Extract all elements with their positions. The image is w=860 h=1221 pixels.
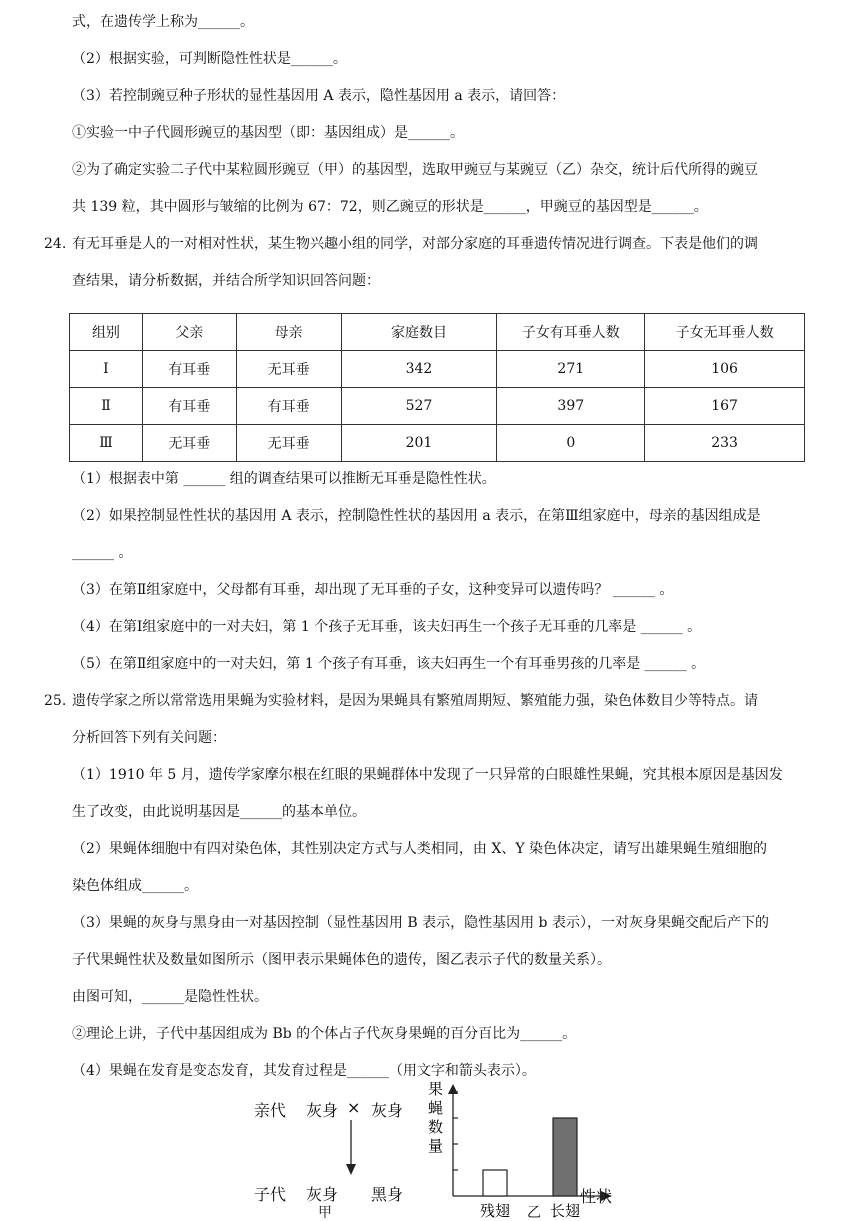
q23-sub-3-2b: 共 139 粒，其中圆形与皱缩的比例为 67：72，则乙豌豆的形状是______，甲豌豆的基因型是______。: [72, 199, 708, 215]
q25-sub-2a: （2）果蝇体细胞中有四对染色体，其性别决定方式与人类相同，由 X、Y 染色体决定，请写出雄果蝇生殖细胞的: [72, 841, 768, 857]
table-cell: Ⅱ: [70, 388, 143, 425]
figure-caption-jia: 甲: [318, 1205, 332, 1221]
parent-generation-label: 亲代: [254, 1101, 287, 1120]
table-cell: 397: [497, 388, 645, 425]
table-cell: 无耳垂: [236, 351, 341, 388]
header-group: 组别: [70, 314, 143, 351]
table-cell: 0: [497, 425, 645, 462]
category-label-1: 长翅: [549, 1202, 581, 1220]
parent-left-trait: 灰身: [306, 1101, 339, 1120]
q24-sub-2a: （2）如果控制显性性状的基因用 A 表示，控制隐性性状的基因用 a 表示，在第Ⅲ组家庭中，母亲的基因组成是: [72, 508, 761, 524]
offspring-left-trait: 灰身: [306, 1185, 339, 1204]
table-cell: Ⅰ: [70, 351, 143, 388]
table-cell: 有耳垂: [142, 388, 236, 425]
q24-sub-3: （3）在第Ⅱ组家庭中，父母都有耳垂，却出现了无耳垂的子女，这种变异可以遗传吗？ ______ 。: [72, 582, 674, 598]
q24-sub-5: （5）在第Ⅱ组家庭中的一对夫妇，第 1 个孩子有耳垂，该夫妇再生一个有耳垂男孩的几率是 ______ 。: [72, 656, 706, 672]
table-cell: 271: [497, 351, 645, 388]
q23-line-1: 式，在遗传学上称为______。: [72, 14, 254, 30]
q23-sub-2: （2）根据实验，可判断隐性性状是______。: [72, 51, 347, 67]
chart-ylabel: 果蝇数量: [428, 1080, 444, 1155]
table-cell: 无耳垂: [236, 425, 341, 462]
table-cell: 无耳垂: [142, 425, 236, 462]
offspring-generation-label: 子代: [254, 1185, 287, 1204]
header-children-with-lobes: 子女有耳垂人数: [497, 314, 645, 351]
q23-sub-3-2a: ②为了确定实验二子代中某粒圆形豌豆（甲）的基因型，选取甲豌豆与某豌豆（乙）杂交，统计后代所得的豌豆: [72, 162, 758, 178]
q23-sub-3: （3）若控制豌豆种子形状的显性基因用 A 表示，隐性基因用 a 表示，请回答：: [72, 88, 566, 104]
q25-sub-3b: 子代果蝇性状及数量如图所示（图甲表示果蝇体色的遗传，图乙表示子代的数量关系）。: [72, 952, 611, 968]
q25-sub-2b: 染色体组成______。: [72, 878, 198, 894]
table-cell: 167: [645, 388, 805, 425]
table-cell: Ⅲ: [70, 425, 143, 462]
table-cell: 233: [645, 425, 805, 462]
q24-number: 24.: [44, 236, 67, 252]
q23-sub-3-1: ①实验一中子代圆形豌豆的基因型（即：基因组成）是______。: [72, 125, 464, 141]
q25-stem-1: 遗传学家之所以常常选用果蝇为实验材料，是因为果蝇具有繁殖周期短、繁殖能力强，染色体数目少等特点。请: [72, 693, 758, 709]
q24-sub-2b: ______ 。: [72, 545, 133, 561]
chart-xlabel: 性状: [580, 1187, 613, 1206]
q24-stem-1: 有无耳垂是人的一对相对性状，某生物兴趣小组的同学，对部分家庭的耳垂遗传情况进行调查。下表是他们的调: [72, 236, 758, 252]
q25-number: 25.: [44, 693, 67, 709]
q25-stem-2: 分析回答下列有关问题：: [72, 730, 226, 746]
q25-sub-1b: 生了改变，由此说明基因是______的基本单位。: [72, 804, 366, 820]
table-header-row: [70, 314, 805, 351]
q24-sub-1: （1）根据表中第 ______ 组的调查结果可以推断无耳垂是隐性性状。: [72, 471, 496, 487]
table-row: [70, 388, 805, 425]
parent-right-trait: 灰身: [371, 1101, 404, 1120]
q24-sub-4: （4）在第Ⅰ组家庭中的一对夫妇，第 1 个孩子无耳垂，该夫妇再生一个孩子无耳垂的几率是 ______ 。: [72, 619, 702, 635]
q25-sub-3d: ②理论上讲，子代中基因组成为 Bb 的个体占子代灰身果蝇的百分百比为______。: [72, 1026, 577, 1042]
table-cell: 527: [341, 388, 497, 425]
table-cell: 201: [341, 425, 497, 462]
offspring-right-trait: 黑身: [371, 1185, 404, 1204]
q25-sub-1a: （1）1910 年 5 月，遗传学家摩尔根在红眼的果蝇群体中发现了一只异常的白眼雄性果蝇，究其根本原因是基因发: [72, 767, 783, 783]
bar-0: [483, 1170, 507, 1196]
category-label-0: 残翅: [479, 1202, 511, 1220]
figure-caption-yi: 乙: [527, 1205, 541, 1221]
table-row: [70, 425, 805, 462]
table-cell: 有耳垂: [236, 388, 341, 425]
table-cell: 106: [645, 351, 805, 388]
down-arrow-icon: [344, 1118, 358, 1178]
table-cell: 342: [341, 351, 497, 388]
header-mother: 母亲: [236, 314, 341, 351]
cross-symbol: ×: [347, 1098, 361, 1117]
header-father: 父亲: [142, 314, 236, 351]
q25-sub-3c: 由图可知，______是隐性性状。: [72, 989, 268, 1005]
bar-1: [553, 1118, 577, 1196]
q25-sub-4: （4）果蝇在发育是变态发育，其发育过程是______（用文字和箭头表示）。: [72, 1063, 536, 1079]
q24-stem-2: 查结果，请分析数据，并结合所学知识回答问题：: [72, 273, 380, 289]
q25-sub-3a: （3）果蝇的灰身与黑身由一对基因控制（显性基因用 B 表示，隐性基因用 b 表示），一对灰身果蝇交配后产下的: [72, 915, 769, 931]
table-row: [70, 351, 805, 388]
table-cell: 有耳垂: [142, 351, 236, 388]
survey-table: [69, 313, 805, 462]
header-children-without-lobes: 子女无耳垂人数: [645, 314, 805, 351]
header-family-count: 家庭数目: [341, 314, 497, 351]
